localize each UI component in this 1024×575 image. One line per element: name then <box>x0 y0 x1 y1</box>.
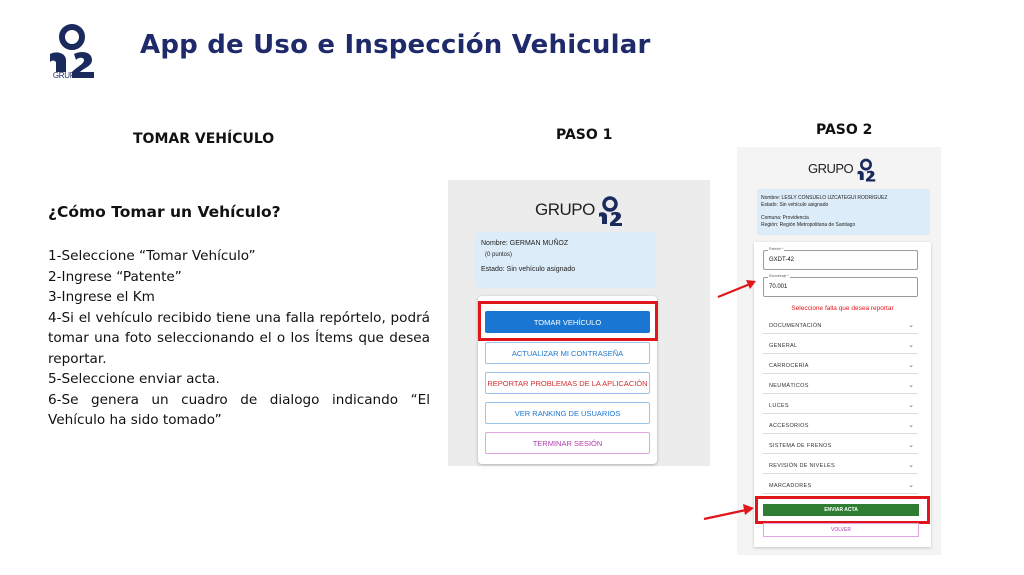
category-label: REVISIÓN DE NIVELES <box>769 463 835 469</box>
fault-prompt: Seleccione falla que desea reportar <box>791 305 894 312</box>
chevron-down-icon: ⌄ <box>908 362 914 369</box>
category-label: MARCADORES <box>769 483 812 489</box>
logout-button[interactable]: TERMINAR SESIÓN <box>485 432 650 454</box>
category-luces[interactable] <box>763 398 918 414</box>
step-item: 4-Si el vehículo recibido tiene una falla repórtelo, podrá tomar una foto seleccionando el o los Ítems que desea reportar. <box>48 309 430 367</box>
report-problems-button[interactable]: REPORTAR PROBLEMAS DE LA APLICACIÓN <box>485 372 650 394</box>
update-password-button[interactable]: ACTUALIZAR MI CONTRASEÑA <box>485 342 650 364</box>
step-item: 2-Ingrese “Patente” <box>48 268 182 285</box>
category-marcadores[interactable] <box>763 478 918 494</box>
step-item: 5-Seleccione enviar acta. <box>48 371 220 387</box>
category-frenos[interactable] <box>763 438 918 454</box>
user-name: Nombre: LESLY CONSUELO UZCATEGUI RODRIGUEZ <box>761 195 888 201</box>
arrow-right-icon <box>702 502 756 522</box>
category-label: NEUMÁTICOS <box>769 383 809 389</box>
category-carroceria[interactable] <box>763 358 918 374</box>
patente-value: GXDT-42 <box>769 257 795 263</box>
submit-acta-button[interactable]: ENVIAR ACTA <box>763 504 919 516</box>
chevron-down-icon: ⌄ <box>908 342 914 349</box>
user-region: Región: Región Metropolitana de Santiago <box>761 222 856 228</box>
paso2-user-info <box>757 189 930 235</box>
user-status: Estado: Sin vehículo asignado <box>761 202 829 208</box>
chevron-down-icon: ⌄ <box>908 462 914 469</box>
patente-label: Patente * <box>769 247 784 251</box>
category-general[interactable] <box>763 338 918 354</box>
km-label: Kilometraje * <box>769 274 789 278</box>
category-niveles[interactable] <box>763 458 918 474</box>
highlight-box <box>755 496 930 524</box>
user-name: Nombre: GERMAN MUÑOZ <box>481 240 569 247</box>
category-label: GENERAL <box>769 343 798 349</box>
section-heading: TOMAR VEHÍCULO <box>133 131 275 147</box>
take-vehicle-button[interactable]: TOMAR VEHÍCULO <box>485 311 650 333</box>
chevron-down-icon: ⌄ <box>908 422 914 429</box>
user-points: (0 puntos) <box>485 252 513 258</box>
category-accesorios[interactable] <box>763 418 918 434</box>
paso1-label: PASO 1 <box>556 127 613 143</box>
patente-field[interactable] <box>763 247 918 270</box>
paso2-logo-text: GRUPO <box>808 161 854 176</box>
user-status: Estado: Sin vehículo asignado <box>481 266 576 273</box>
chevron-down-icon: ⌄ <box>908 382 914 389</box>
paso2-logo <box>808 158 878 182</box>
paso1-user-info <box>475 232 656 288</box>
chevron-down-icon: ⌄ <box>908 402 914 409</box>
o2-logo-icon <box>856 158 876 182</box>
chevron-down-icon: ⌄ <box>908 442 914 449</box>
logo-caption: GRUPO-O2 <box>52 71 94 80</box>
category-documentacion[interactable] <box>763 318 918 334</box>
km-value: 70.001 <box>769 284 788 290</box>
category-label: DOCUMENTACIÓN <box>769 323 822 329</box>
highlight-box <box>478 301 658 341</box>
question-heading: ¿Cómo Tomar un Vehículo? <box>48 203 281 221</box>
chevron-down-icon: ⌄ <box>908 482 914 489</box>
step-item: 1-Seleccione “Tomar Vehículo” <box>48 248 256 264</box>
category-label: LUCES <box>769 403 789 409</box>
user-comuna: Comuna: Providencia <box>761 215 809 221</box>
km-field[interactable] <box>763 274 918 297</box>
steps-list <box>48 246 430 431</box>
paso2-label: PASO 2 <box>816 122 873 138</box>
chevron-down-icon: ⌄ <box>908 322 914 329</box>
category-label: ACCESORIOS <box>769 423 809 429</box>
back-button[interactable]: VOLVER <box>763 523 919 537</box>
category-neumaticos[interactable] <box>763 378 918 394</box>
ranking-button[interactable]: VER RANKING DE USUARIOS <box>485 402 650 424</box>
category-label: SISTEMA DE FRENOS <box>769 443 832 449</box>
o2-logo-icon <box>597 196 623 226</box>
step-item: 6-Se genera un cuadro de dialogo indicando “El Vehículo ha sido tomado” <box>48 391 430 428</box>
arrow-right-icon <box>716 278 760 300</box>
paso1-logo-text: GRUPO <box>535 200 595 219</box>
page-title: App de Uso e Inspección Vehicular <box>140 30 651 60</box>
paso1-logo <box>535 196 625 226</box>
step-item: 3-Ingrese el Km <box>48 289 155 305</box>
category-label: CARROCERÍA <box>769 363 809 369</box>
